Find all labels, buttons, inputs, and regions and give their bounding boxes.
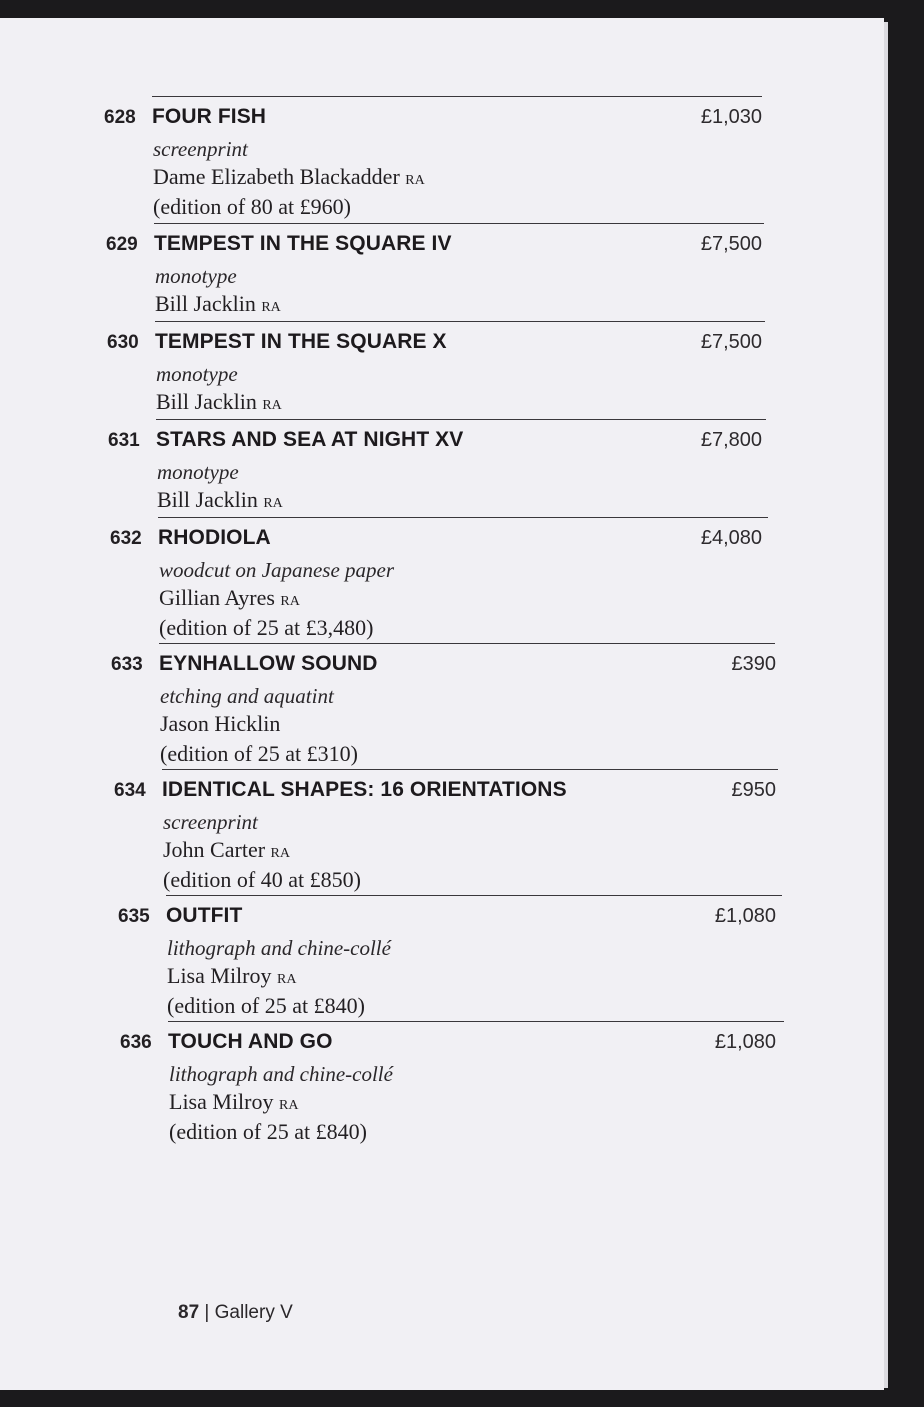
lot-medium: screenprint xyxy=(163,810,258,834)
lot-number: 632 xyxy=(110,528,142,549)
lot-edition: (edition of 25 at £3,480) xyxy=(159,615,374,640)
page-edge xyxy=(884,22,888,1388)
lot-title: OUTFIT xyxy=(166,904,243,927)
lot-title: EYNHALLOW SOUND xyxy=(159,652,378,675)
lot-price: £390 xyxy=(731,653,776,675)
artist-name: Jason Hicklin xyxy=(160,711,281,736)
lot-artist xyxy=(159,585,300,611)
lot-artist xyxy=(160,711,280,737)
artist-name: John Carter xyxy=(163,837,266,862)
lot-title: FOUR FISH xyxy=(152,105,267,128)
lot-number: 629 xyxy=(106,234,138,255)
entry-divider xyxy=(152,96,762,97)
ra-designation: ra xyxy=(279,1092,299,1114)
lot-price: £7,500 xyxy=(700,331,762,353)
artist-name: Bill Jacklin xyxy=(156,389,257,414)
lot-artist xyxy=(163,837,290,863)
lot-number: 630 xyxy=(107,332,139,353)
footer-separator: | xyxy=(204,1302,210,1323)
lot-edition: (edition of 80 at £960) xyxy=(153,194,351,219)
lot-medium: screenprint xyxy=(153,137,248,161)
ra-designation: ra xyxy=(405,167,425,189)
lot-title: RHODIOLA xyxy=(158,526,271,549)
lot-medium: etching and aquatint xyxy=(160,684,334,708)
lot-number: 628 xyxy=(104,107,136,128)
footer-section: Gallery V xyxy=(214,1302,293,1323)
artist-name: Bill Jacklin xyxy=(155,291,256,316)
entry-divider xyxy=(158,517,768,518)
lot-artist xyxy=(157,487,283,513)
ra-designation: ra xyxy=(270,840,290,862)
lot-price: £1,030 xyxy=(700,106,762,128)
lot-edition: (edition of 25 at £840) xyxy=(169,1119,367,1144)
lot-number: 633 xyxy=(111,654,143,675)
lot-medium: monotype xyxy=(157,460,239,484)
entry-divider xyxy=(162,769,778,770)
lot-artist xyxy=(155,291,281,317)
page-footer xyxy=(178,1302,293,1324)
lot-price: £1,080 xyxy=(714,905,776,927)
lot-price: £4,080 xyxy=(700,527,762,549)
ra-designation: ra xyxy=(263,490,283,512)
artist-name: Gillian Ayres xyxy=(159,585,275,610)
entry-divider xyxy=(166,895,782,896)
lot-medium: woodcut on Japanese paper xyxy=(159,558,395,582)
lot-title: IDENTICAL SHAPES: 16 ORIENTATIONS xyxy=(162,778,567,801)
artist-name: Lisa Milroy xyxy=(167,963,272,988)
ra-designation: ra xyxy=(280,588,300,610)
entry-divider xyxy=(154,223,764,224)
lot-price: £1,080 xyxy=(714,1031,776,1053)
lot-artist xyxy=(156,389,282,415)
lot-artist xyxy=(153,164,425,190)
ra-designation: ra xyxy=(262,392,282,414)
lot-title: TEMPEST IN THE SQUARE IV xyxy=(154,232,452,255)
lot-number: 631 xyxy=(108,430,140,451)
lot-price: £7,500 xyxy=(700,233,762,255)
lot-artist xyxy=(169,1089,298,1115)
entry-divider xyxy=(156,419,766,420)
lot-edition: (edition of 25 at £840) xyxy=(167,993,365,1018)
lot-number: 635 xyxy=(118,906,150,927)
lot-edition: (edition of 25 at £310) xyxy=(160,741,358,766)
lot-artist xyxy=(167,963,296,989)
artist-name: Bill Jacklin xyxy=(157,487,258,512)
entry-divider xyxy=(155,321,765,322)
entry-divider xyxy=(159,643,775,644)
lot-title: STARS AND SEA AT NIGHT XV xyxy=(156,428,464,451)
lot-number: 634 xyxy=(114,780,146,801)
artist-name: Dame Elizabeth Blackadder xyxy=(153,164,400,189)
lot-edition: (edition of 40 at £850) xyxy=(163,867,361,892)
lot-medium: monotype xyxy=(156,362,238,386)
ra-designation: ra xyxy=(261,294,281,316)
lot-medium: lithograph and chine-collé xyxy=(167,936,391,960)
lot-title: TEMPEST IN THE SQUARE X xyxy=(155,330,447,353)
page-number: 87 xyxy=(178,1302,200,1323)
lot-title: TOUCH AND GO xyxy=(168,1030,333,1053)
lot-medium: lithograph and chine-collé xyxy=(169,1062,393,1086)
lot-number: 636 xyxy=(120,1032,152,1053)
lot-price: £7,800 xyxy=(700,429,762,451)
artist-name: Lisa Milroy xyxy=(169,1089,274,1114)
lot-price: £950 xyxy=(731,779,776,801)
entry-divider xyxy=(168,1021,784,1022)
lot-medium: monotype xyxy=(155,264,237,288)
ra-designation: ra xyxy=(277,966,297,988)
